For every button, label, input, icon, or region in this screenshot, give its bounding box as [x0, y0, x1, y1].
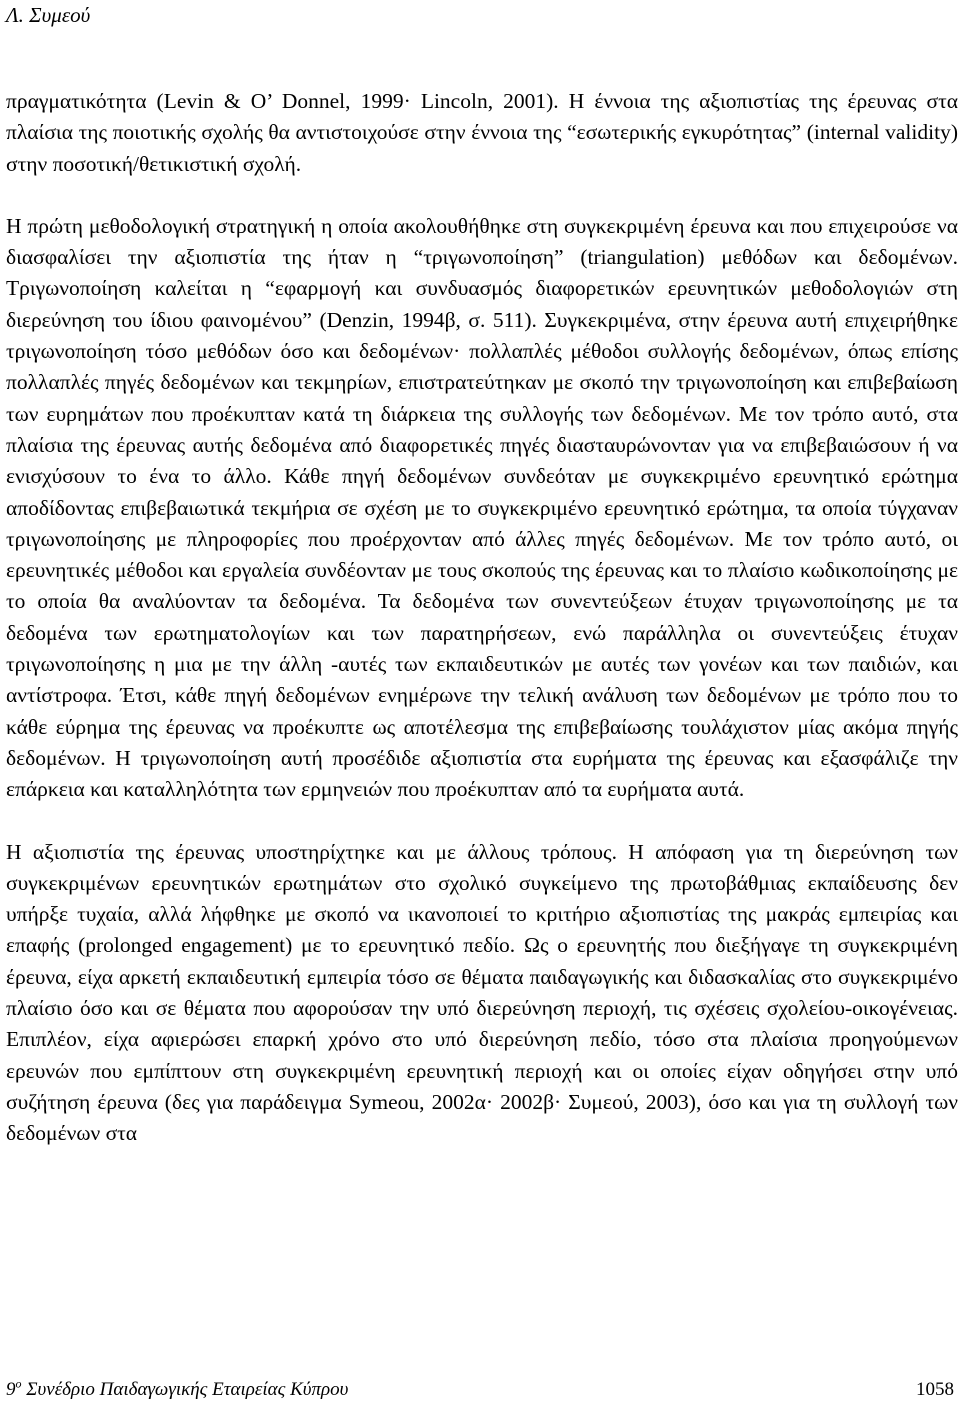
paragraph-spacer: [6, 806, 958, 837]
paragraph-1: πραγματικότητα (Levin & O’ Donnel, 1999· Lincoln, 2001). Η έννοια της αξιοπιστίας της έρευνας στα πλαίσια της ποιοτικής σχολής θα αντιστοιχούσε στην έννοια της “εσωτερικής εγκυρότητας” (internal validity) στην ποσοτική/θετικιστική σχολή.: [6, 89, 958, 176]
conference-title: Συνέδριο Παιδαγωγικής Εταιρείας Κύπρου: [21, 1379, 349, 1400]
running-header: Λ. Συμεού: [6, 3, 91, 27]
paragraph-3: Η αξιοπιστία της έρευνας υποστηρίχτηκε και με άλλους τρόπους. Η απόφαση για τη διερεύνηση των συγκεκριμένων ερευνητικών ερωτημάτων στο σχολικό συγκείμενο της πρωτοβάθμιας εκπαίδευσης δεν υπήρξε τυχαία, αλλά λήφθηκε με σκοπό να ικανοποιεί το κριτήριο αξιοπιστίας της μακράς εμπειρίας και επαφής (prolonged engagement) με το ερευνητικό πεδίο. Ως ο ερευνητής που διεξήγαγε τη συγκεκριμένη έρευνα, είχα αρκετή εκπαιδευτική εμπειρία τόσο σε θέματα παιδαγωγικής και διδασκαλίας στο συγκεκριμένο πλαίσιο όσο και σε θέματα που αφορούσαν την υπό διερεύνηση περιοχή, τις σχέσεις σχολείου-οικογένειας. Επιπλέον, είχα αφιερώσει επαρκή χρόνο στο υπό διερεύνηση πεδίο, τόσο στα πλαίσια προηγούμενων ερευνών που εμπίπτουν στη συγκεκριμένη ερευνητική περιοχή και οι οποίες είχαν οδηγήσει στην υπό συζήτηση έρευνα (δες για παράδειγμα Symeou, 2002α· 2002β· Συμεού, 2003), όσο και για τη συλλογή των δεδομένων στα: [6, 839, 958, 1146]
conference-number: 9: [6, 1379, 16, 1400]
body-text: [6, 86, 958, 1150]
footer-conference: [6, 1378, 348, 1402]
paragraph-spacer: [6, 180, 958, 211]
page-number: 1058: [916, 1379, 954, 1400]
page-footer: [6, 1378, 954, 1402]
ordinal-suffix: ο: [15, 1376, 22, 1391]
paragraph-2: Η πρώτη μεθοδολογική στρατηγική η οποία ακολουθήθηκε στη συγκεκριμένη έρευνα και που επιχειρούσε να διασφαλίσει την αξιοπιστία της ήταν η “τριγωνοποίηση” (triangulation) μεθόδων και δεδομένων. Τριγωνοποίηση καλείται η “εφαρμογή και συνδυασμός διαφορετικών ερευνητικών μεθοδολογιών στη διερεύνηση του ίδιου φαινομένου” (Denzin, 1994β, σ. 511). Συγκεκριμένα, στην έρευνα αυτή επιχειρήθηκε τριγωνοποίηση τόσο μεθόδων όσο και δεδομένων· πολλαπλές μέθοδοι συλλογής δεδομένων, όπως επίσης πολλαπλές πηγές δεδομένων και τεκμηρίων, επιστρατεύτηκαν με σκοπό την τριγωνοποίηση και επιβεβαίωση των ευρημάτων που προέκυπταν κατά τη διάρκεια της συλλογής των δεδομένων. Με τον τρόπο αυτό, στα πλαίσια της έρευνας αυτής δεδομένα από διαφορετικές πηγές διασταυρώνονταν για να επιβεβαιώσουν ή να ενισχύσουν το ένα το άλλο. Κάθε πηγή δεδομένων συνδεόταν με συγκεκριμένο ερευνητικό ερώτημα αποδίδοντας επιβεβαιωτικά τεκμήρια σε σχέση με το συγκεκριμένο ερευνητικό ερώτημα, τα οποία τύγχαναν τριγωνοποίησης με πληροφορίες που προέρχονταν από άλλες πηγές δεδομένων. Με τον τρόπο αυτό, οι ερευνητικές μέθοδοι και εργαλεία συνδέονταν με τους σκοπούς της έρευνας και το πλαίσιο κωδικοποίησης με το οποία θα αναλύονταν τα δεδομένα. Τα δεδομένα των συνεντεύξεων έτυχαν τριγωνοποίησης με τα δεδομένα των ερωτηματολογίων και των παρατηρήσεων, ενώ παράλληλα οι συνεντεύξεις έτυχαν τριγωνοποίησης η μια με την άλλη -αυτές των εκπαιδευτικών με αυτές των γονέων και των παιδιών, και αντίστροφα. Έτσι, κάθε πηγή δεδομένων ενημέρωνε την τελική ανάλυση των δεδομένων με τρόπο που το κάθε εύρημα της έρευνας να προέκυπτε ως αποτέλεσμα της επιβεβαίωσης τουλάχιστον μίας ακόμα πηγής δεδομένων. Η τριγωνοποίηση αυτή προσέδιδε αξιοπιστία στα ευρήματα της έρευνας και εξασφάλιζε την επάρκεια και καταλληλότητα των ερμηνειών που προέκυπταν από τα ευρήματα αυτά.: [6, 213, 958, 802]
